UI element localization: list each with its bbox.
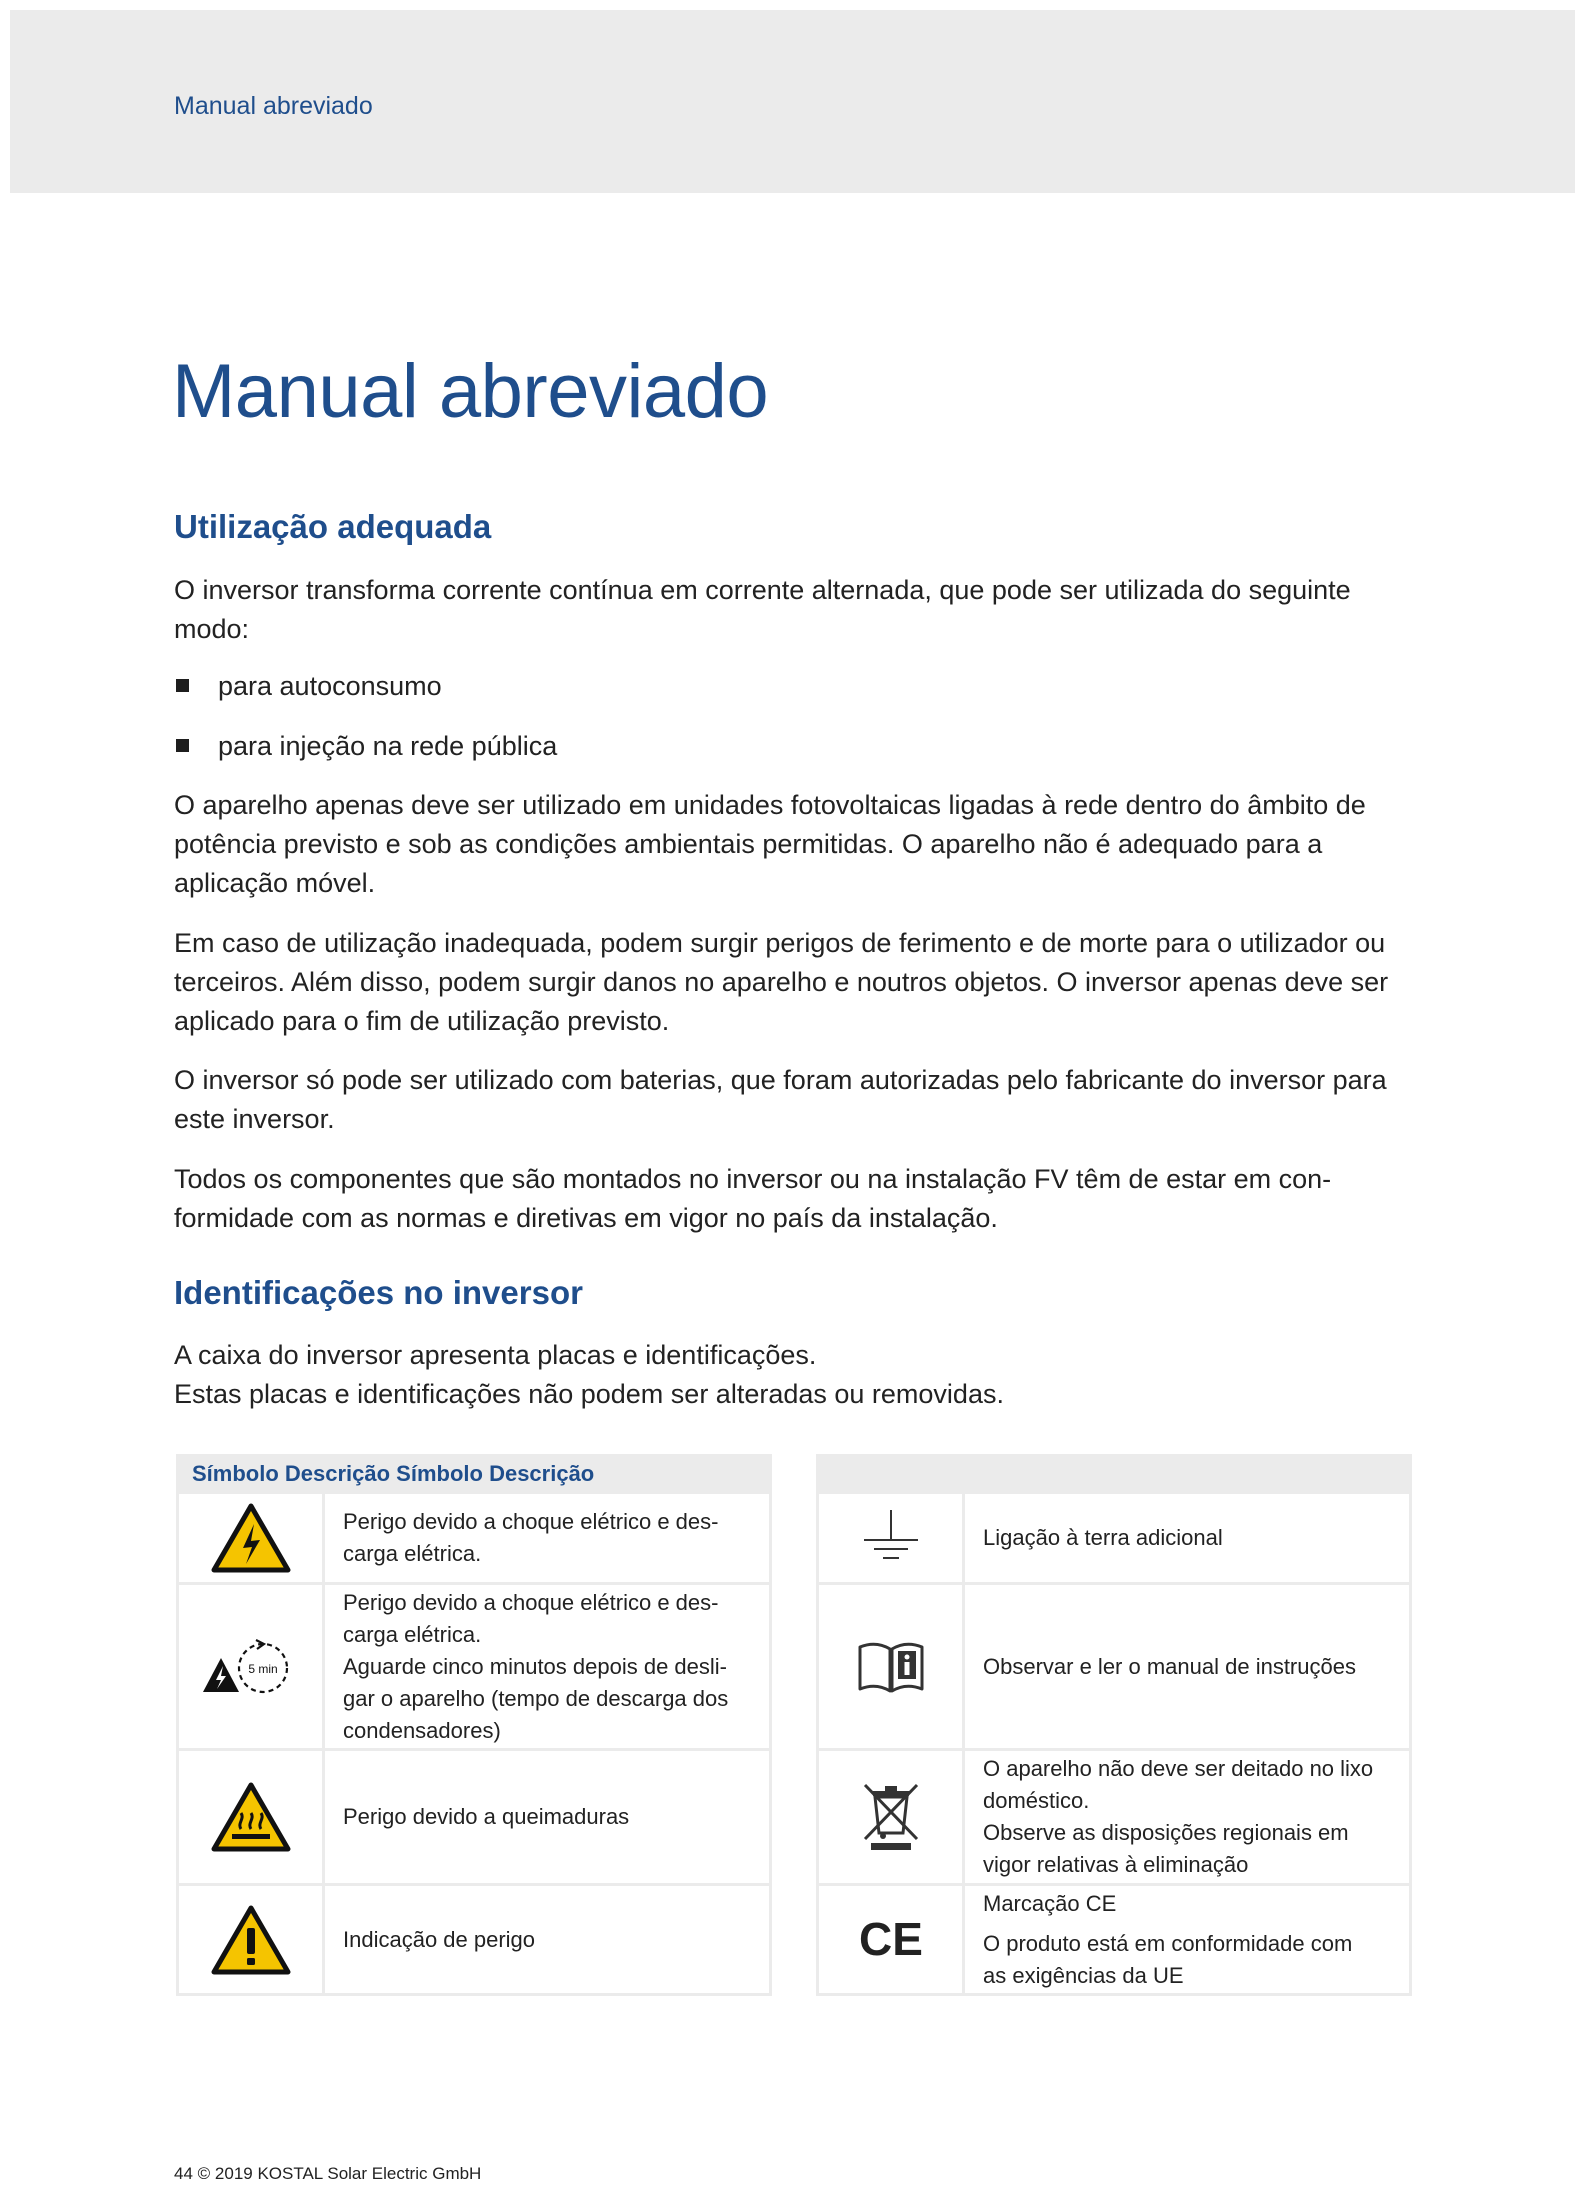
copyright: © 2019 KOSTAL Solar Electric GmbH bbox=[197, 2164, 482, 2183]
running-header: Manual abreviado bbox=[174, 92, 373, 120]
page-footer bbox=[174, 2164, 481, 2184]
crossed-bin-icon bbox=[859, 1781, 923, 1853]
bullet-square-icon bbox=[176, 739, 189, 752]
table-row: Observar e ler o manual de instruções bbox=[816, 1585, 1412, 1751]
table-header bbox=[816, 1454, 1412, 1494]
table-header: Símbolo Descrição Símbolo Descrição bbox=[176, 1454, 772, 1494]
table-row: O aparelho não deve ser deitado no lixo doméstico. Observe as disposições regionais em vigor relativas à eliminação bbox=[816, 1751, 1412, 1886]
paragraph-batteries: O inversor só pode ser utilizado com baterias, que foram autorizadas pelo fabricante do inversor para este inversor. bbox=[174, 1065, 1387, 1134]
usage-list bbox=[174, 667, 557, 787]
paragraph-misuse: Em caso de utilização inadequada, podem surgir perigos de ferimento e de morte para o utilizador ou terceiros. Além disso, podem surgir danos no aparelho e noutros objetos. O inversor apenas deve ser aplicado para o fim de utilização previsto. bbox=[174, 928, 1389, 1036]
symbol-table-right bbox=[816, 1454, 1412, 1996]
table-row: CE Marcação CE O produto está em conformidade com as exigências da UE bbox=[816, 1886, 1412, 1996]
section-heading-intended-use: Utilização adequada bbox=[174, 508, 492, 545]
page-title: Manual abreviado bbox=[172, 349, 769, 434]
symbol-table-left bbox=[176, 1454, 772, 1996]
hot-surface-warning-icon bbox=[210, 1781, 292, 1853]
list-item: para autoconsumo bbox=[174, 667, 557, 727]
svg-text:CE: CE bbox=[858, 1914, 923, 1965]
table-row: Perigo devido a choque elétrico e des- carga elétrica. bbox=[176, 1494, 772, 1585]
intro-paragraph: O inversor transforma corrente contínua em corrente alternada, que pode ser utilizada do seguinte modo: bbox=[174, 575, 1351, 644]
table-row: Ligação à terra adicional bbox=[816, 1494, 1412, 1585]
electric-shock-warning-icon bbox=[210, 1502, 292, 1574]
table-row: 5 min Perigo devido a choque elétrico e des- carga elétrica. Aguarde cinco minutos depois de desli- gar o aparelho (tempo de descarga dos condensadores) bbox=[176, 1585, 772, 1751]
general-danger-icon bbox=[210, 1904, 292, 1976]
read-manual-icon bbox=[856, 1639, 926, 1695]
page-number: 44 bbox=[174, 2164, 193, 2183]
discharge-time-5min-icon bbox=[201, 1634, 301, 1700]
table-row: Perigo devido a queimaduras bbox=[176, 1751, 772, 1886]
paragraph-compliance: Todos os componentes que são montados no inversor ou na instalação FV têm de estar em con-formidade com as normas e diretivas em vigor no país da instalação. bbox=[174, 1164, 1332, 1233]
ce-mark-icon bbox=[856, 1915, 926, 1965]
list-item: para injeção na rede pública bbox=[174, 727, 557, 787]
section-heading-markings: Identificações no inversor bbox=[174, 1274, 583, 1311]
earth-ground-icon bbox=[856, 1508, 926, 1568]
markings-paragraph: A caixa do inversor apresenta placas e identificações. Estas placas e identificações não podem ser alteradas ou removidas. bbox=[174, 1340, 1004, 1409]
paragraph-scope: O aparelho apenas deve ser utilizado em unidades fotovoltaicas ligadas à rede dentro do âmbito de potência previsto e sob as condições ambientais permitidas. O aparelho não é adequado para a aplicação móvel. bbox=[174, 790, 1366, 898]
table-row: Indicação de perigo bbox=[176, 1886, 772, 1996]
bullet-square-icon bbox=[176, 679, 189, 692]
svg-text:5 min: 5 min bbox=[247, 1661, 278, 1676]
